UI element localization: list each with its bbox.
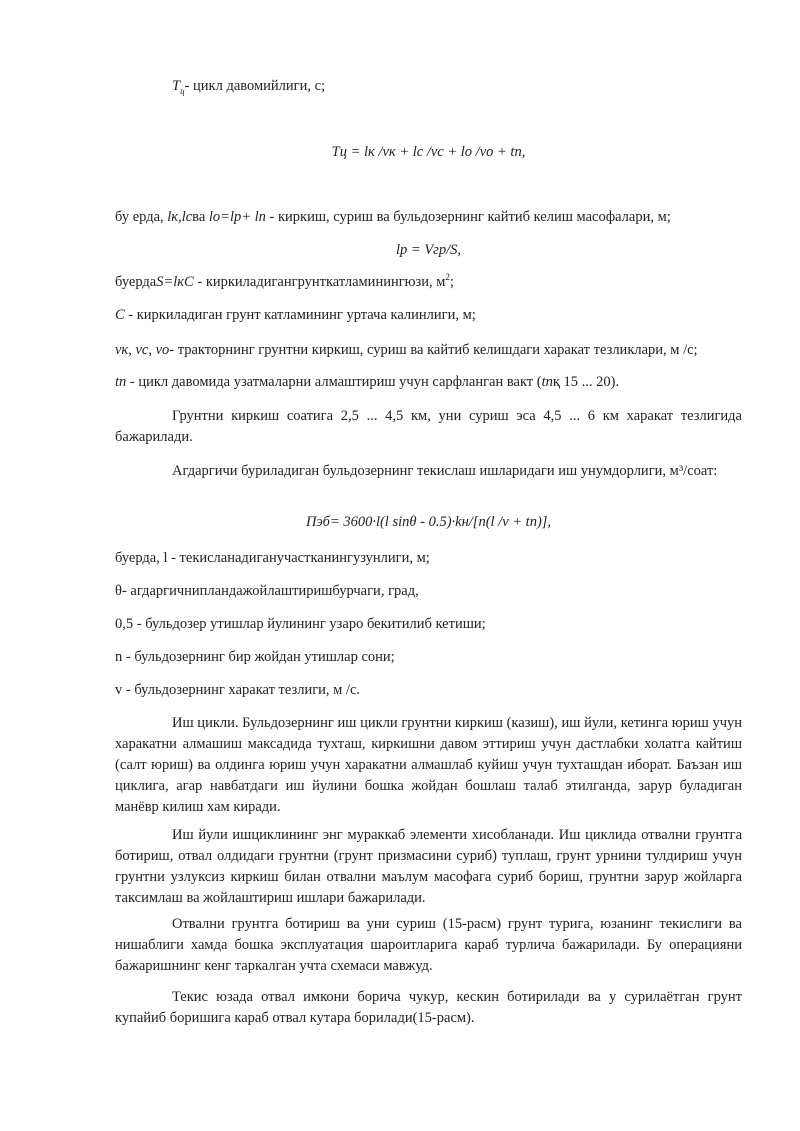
t-definition: tп - цикл давомида узатмаларни алмаштириш учун сарфланган вакт (tпқ 15 ... 20). (115, 374, 620, 390)
paragraph-work-cycle: Иш цикли. Бульдозернинг иш цикли грунтни киркиш (казиш), иш йули, кетинга юриш учун харакатни алмашиш максадида тухташ, киркишни давом эттириш учун дастлабки холатга кайтиш (салт юриш) ва олдинга юриш учун харакатни алмашлаб куйиш учун тухташдан иборат. Баъзан иш циклига, агар навбатдаги иш йулини бошка жойдан бошлаш талаб этилганда, зарур буладиган манёвр килиш хам киради. (115, 715, 742, 815)
formula-productivity: Пэб= 3600·l(l sinθ - 0.5)·kн/[n(l /v + tп)], (305, 514, 552, 530)
distances-definition: бу ерда, lк,lсва lо=lр+ lп - киркиш, суриш ва бульдозернинг кайтиб келиш масофалари, м; (115, 209, 671, 225)
s-definition: буердаS=lкC - киркиладигангрунткатламинингюзи, $м^2$; (115, 272, 454, 290)
theta-definition: θ- агдаргичнипландажойлаштиришбурчаги, град, (115, 583, 419, 599)
l-definition: буерда, l - текисланадиганучастканингузунлиги, м; (115, 550, 430, 566)
paragraph-work-path: Иш йули ишциклининг энг мураккаб элементи хисобланади. Иш циклида отвални грунтга ботириш, отвал олдидаги грунтни (грунт призмасини суриб) туплаш, грунт урнини тулдириш учун грунтни узлуксиз киркиш билан отвални маълум масофага суриб бориш, грунтни зарур жойларга таксимлаш ва жойлаштириш ишлари бажарилади. (115, 827, 742, 906)
speed-definition: v - бульдозернинг харакат тезлиги, м /с. (115, 682, 361, 698)
formula-cycle-time: Tц = lк /vк + lс /vс + lо /vо + tп, (331, 144, 526, 160)
paragraph-flat-surface: Текис юзада отвал имкони борича чукур, кескин ботирилади ва у сурилаётган грунт купайиб боришига караб отвал кутара борилади(15-расм). (115, 989, 742, 1026)
v-definition: vк, vс, vо- тракторнинг грунтни киркиш, суриш ва кайтиб келишдаги харакат тезликлари, м /с; (115, 342, 698, 358)
tc-definition: $T_ц-$ цикл давомийлиги, с; (172, 78, 326, 96)
n-definition: n - бульдозернинг бир жойдан утишлар сони; (115, 649, 395, 665)
paragraph-blade-insertion: Отвални грунтга ботириш ва уни суриш (15-расм) грунт турига, юзанинг текислиги ва нишаблиги хамда бошка эксплуатация шароитларига караб турлича бажарилади. Бу операцияни бажаришнинг кенг таркалган учта схемаси мавжуд. (115, 916, 742, 974)
formula-lr: lр = Vгр/S, (396, 242, 461, 258)
paragraph-speeds: Грунтни киркиш соатига 2,5 ... 4,5 км, уни суриш эса 4,5 ... 6 км харакат тезлигида бажарилади. (115, 408, 742, 445)
overlap-definition: 0,5 - бульдозер утишлар йулининг узаро бекитилиб кетиши; (115, 616, 486, 632)
c-definition: C - киркиладиган грунт катламининг уртача калинлиги, м; (115, 307, 476, 323)
paragraph-productivity: Агдаргичи буриладиган бульдозернинг текислаш ишларидаги иш унумдорлиги, м³/соат: (172, 463, 718, 479)
